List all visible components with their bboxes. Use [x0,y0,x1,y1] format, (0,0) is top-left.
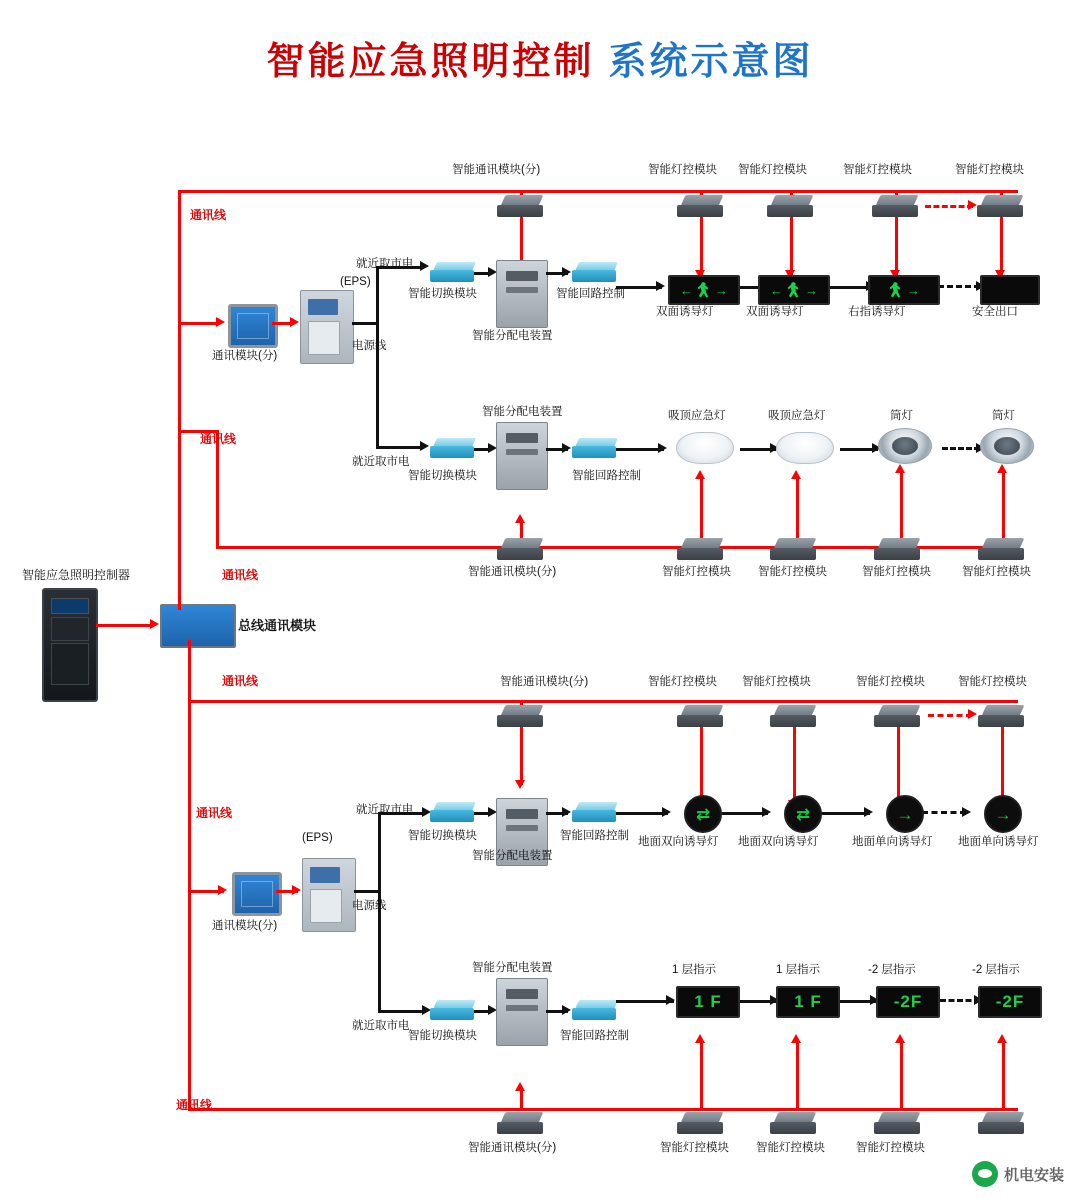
near-power-label-2: 就近取市电 [352,456,410,468]
eps-label-1: (EPS) [340,276,371,288]
barrow-b4-f1 [666,995,675,1005]
b1-device-label-3: 右指诱导灯 [848,306,906,318]
controller-panel-bottom [51,643,89,685]
wire-r3-comm-down [520,727,523,785]
bidirectional-arrow-icon-2: ⇄ [795,804,811,824]
b3-device-label-2: 地面双向诱导灯 [738,836,819,848]
running-man-icon-2 [786,282,802,298]
r2-light-ctrl-module-4 [978,538,1024,560]
dist-box-2-label: 智能分配电装置 [482,406,563,418]
r1-light-ctrl-label-3: 智能灯控模块 [843,164,912,176]
bwire-b4-to-switch [378,1010,426,1013]
ceiling-emergency-lamp-2 [776,432,834,464]
barrow-b1-loop [562,267,571,277]
arrow-to-commmod-1 [216,317,225,327]
r3-light-ctrl-module-1 [677,705,723,727]
ground-unidirectional-lamp-2 [984,795,1022,833]
b1-device-label-2: 双面诱导灯 [746,306,804,318]
wire-r1-l2-down [790,217,793,275]
r4-smart-comm-module [497,1112,543,1134]
comm-module-sub-1-label: 通讯模块(分) [212,350,278,362]
wechat-icon [972,1161,998,1187]
comm-line-label-2: 通讯线 [200,432,237,446]
smart-switch-module-3-label: 智能切换模块 [408,830,477,842]
bdash-b2 [942,447,980,450]
ceiling-emergency-lamp-1 [676,432,734,464]
running-man-icon-3 [888,282,904,298]
arrow-commmod-to-eps-1 [290,317,299,327]
comm-line-label-4: 通讯线 [222,674,259,688]
arrow-to-commmod-2 [218,885,227,895]
floor-indicator-1-face: 1 F [694,992,722,1011]
ground-unidirectional-lamp-1 [886,795,924,833]
b3-device-label-3: 地面单向诱导灯 [852,836,933,848]
r3-light-ctrl-label-1: 智能灯控模块 [648,676,717,688]
bdash-b1 [938,285,980,288]
power-wire-label-1: 电源线 [352,340,387,352]
eps-cabinet-1 [300,290,354,364]
b3-device-label-1: 地面双向诱导灯 [638,836,719,848]
r1-dashed-link [925,205,973,208]
comm-module-sub-2 [232,872,282,916]
arrow-r4-comm-up [515,1082,525,1091]
barrow-b2-loop [562,443,571,453]
bus-comm-module [160,604,236,648]
r4-light-ctrl-label-1: 智能灯控模块 [660,1142,729,1154]
r2-smart-comm-module [497,538,543,560]
smart-switch-module-3 [430,802,474,822]
double-direction-exit-sign-1 [668,275,740,305]
comm-module-sub-2-label: 通讯模块(分) [212,920,278,932]
wire-r3-l3-down [897,727,900,805]
r1-light-ctrl-label-4: 智能灯控模块 [955,164,1024,176]
barrow-b1-sign1 [656,281,665,291]
bwire-b2-loop-to-lamp1 [616,448,664,451]
floor-indicator-2-face: 1 F [794,992,822,1011]
downlight-2 [980,428,1034,464]
arrow-r2-l1-up [695,470,705,479]
watermark-text: 机电安装 [1003,1166,1064,1184]
wire-r2-l4-up [1002,470,1005,546]
dist-box-4-label: 智能分配电装置 [472,962,553,974]
r2-light-ctrl-label-2: 智能灯控模块 [758,566,827,578]
r2-light-ctrl-module-1 [677,538,723,560]
wire-row4-bus [188,1108,1018,1111]
downlight-1 [878,428,932,464]
bus-comm-module-label: 总线通讯模块 [238,618,317,633]
arrow-r4-l3-up [895,1034,905,1043]
arrow-r4-l2-up [791,1034,801,1043]
b1-device-label-4: 安全出口 [972,306,1018,318]
ground-bidirectional-lamp-2 [784,795,822,833]
r1-light-ctrl-label-1: 智能灯控模块 [648,164,717,176]
arrow-right-glyph-3: → [907,282,920,298]
r3-light-ctrl-label-3: 智能灯控模块 [856,676,925,688]
barrow-b1-switch [420,261,429,271]
r1-dashed-arrow [968,200,977,210]
r4-comm-module-label: 智能通讯模块(分) [468,1142,557,1154]
double-direction-exit-sign-2 [758,275,830,305]
wire-r1-l1-down [700,217,703,275]
trunk-wire-up [178,190,181,610]
r4-light-ctrl-module-3 [874,1112,920,1134]
barrow-b3-g3 [864,807,873,817]
r2-light-ctrl-module-3 [874,538,920,560]
near-power-label-4: 就近取市电 [352,1020,410,1032]
b4-device-label-4: -2 层指示 [972,964,1020,976]
loop-control-2-label: 智能回路控制 [572,470,641,482]
b2-device-label-2: 吸顶应急灯 [768,410,826,422]
wire-r4-l4-up [1002,1040,1005,1108]
r4-light-ctrl-module-4 [978,1112,1024,1134]
floor-indicator-3 [876,986,940,1018]
arrow-left-glyph-1: ← [680,282,693,298]
wire-r3-l1-down [700,727,703,805]
barrow-b2-lamp1 [658,443,667,453]
floor-indicator-4 [978,986,1042,1018]
r4-light-ctrl-module-2 [770,1112,816,1134]
safety-exit-sign [980,275,1040,305]
wire-row3-bus [188,700,1018,703]
r4-light-ctrl-label-3: 智能灯控模块 [856,1142,925,1154]
comm-line-label-5: 通讯线 [176,1098,213,1112]
smart-switch-module-2-label: 智能切换模块 [408,470,477,482]
arrow-right-glyph-1: → [715,282,728,298]
comm-module-sub-1 [228,304,278,348]
arrow-r2-l3-up [895,464,905,473]
b2-device-label-4: 筒灯 [992,410,1015,422]
r1-light-ctrl-module-1 [677,195,723,217]
loop-control-3 [572,802,616,822]
smart-switch-module-2 [430,438,474,458]
r3-light-ctrl-module-3 [874,705,920,727]
smart-switch-module-4-label: 智能切换模块 [408,1030,477,1042]
controller-label: 智能应急照明控制器 [22,568,131,582]
wire-r1-l3-down [895,217,898,275]
barrow-b2-switch [420,441,429,451]
arrow-r2-comm-up [515,514,525,523]
comm-line-label-3: 通讯线 [222,568,259,582]
running-man-icon-1 [696,282,712,298]
arrow-r2-l2-up [791,470,801,479]
wire-controller-to-bus [96,624,152,627]
r3-dashed-arrow [968,709,977,719]
comm-line-label-1: 通讯线 [190,208,227,222]
r3-light-ctrl-module-2 [770,705,816,727]
arrow-r3-comm-down [515,780,525,789]
power-wire-label-2: 电源线 [352,900,387,912]
near-power-label-3: 就近取市电 [356,804,414,816]
r3-smart-comm-module [497,705,543,727]
near-power-label-1: 就近取市电 [356,258,414,270]
wire-r2-l2-up [796,476,799,546]
loop-control-1 [572,262,616,282]
controller-screen [51,598,89,614]
r1-light-ctrl-module-2 [767,195,813,217]
smart-switch-module-1-label: 智能切换模块 [408,288,477,300]
b2-device-label-1: 吸顶应急灯 [668,410,726,422]
bidirectional-arrow-icon-1: ⇄ [695,804,711,824]
arrow-r2-l4-up [997,464,1007,473]
floor-indicator-4-face: -2F [995,992,1025,1011]
arrow-controller-to-bus [150,619,159,629]
b4-device-label-3: -2 层指示 [868,964,916,976]
dist-box-2 [496,422,548,490]
wire-r3-l2-down [793,727,796,805]
wire-trunk-to-commmod-1 [178,322,220,325]
wire-r4-l3-up [900,1040,903,1108]
b2-device-label-3: 筒灯 [890,410,913,422]
r3-dashed-link [928,714,972,717]
dist-box-4 [496,978,548,1046]
title-red: 智能应急照明控制 [266,39,595,83]
r2-light-ctrl-module-2 [770,538,816,560]
arrow-left-glyph-2: ← [770,282,783,298]
barrow-b3-g1 [662,807,671,817]
comm-line-label-6: 通讯线 [196,806,233,820]
arrow-r4-l1-up [695,1034,705,1043]
floor-indicator-2 [776,986,840,1018]
eps-label-2: (EPS) [302,832,333,844]
wire-r1-l4-down [1000,217,1003,275]
r4-light-ctrl-module-1 [677,1112,723,1134]
r2-light-ctrl-label-1: 智能灯控模块 [662,566,731,578]
loop-control-4 [572,1000,616,1020]
wire-row1-top [178,190,1018,193]
bwire-b2-to-switch [376,446,424,449]
barrow-b4-loop [562,1005,571,1015]
loop-control-1-label: 智能回路控制 [556,288,625,300]
page-title [0,30,1080,85]
right-arrow-icon-1: → [896,804,914,824]
r2-light-ctrl-label-4: 智能灯控模块 [962,566,1031,578]
wire-r2-l3-up [900,470,903,546]
dist-box-1 [496,260,548,328]
barrow-b3-g4 [962,807,971,817]
bwire-b3-loop-to-g1 [616,812,668,815]
r3-light-ctrl-module-4 [978,705,1024,727]
r1-smart-comm-module [497,195,543,217]
right-direction-exit-sign [868,275,940,305]
r1-light-ctrl-module-3 [872,195,918,217]
b1-device-label-1: 双面诱导灯 [656,306,714,318]
right-arrow-icon-2: → [994,804,1012,824]
ground-bidirectional-lamp-1 [684,795,722,833]
arrow-right-glyph-2: → [805,282,818,298]
floor-indicator-3-face: -2F [893,992,923,1011]
bwire-eps2-out [354,890,380,893]
trunk-wire-down [188,640,191,1108]
floor-indicator-1 [676,986,740,1018]
bwire-eps1-riser [376,266,379,448]
r3-light-ctrl-label-2: 智能灯控模块 [742,676,811,688]
wire-r4-l2-up [796,1040,799,1108]
eps-cabinet-2 [302,858,356,932]
wire-r4-comm-up [520,1088,523,1110]
wire-r3-l4-down [1001,727,1004,805]
b4-device-label-1: 1 层指示 [672,964,717,976]
arrow-r4-l4-up [997,1034,1007,1043]
smart-switch-module-1 [430,262,474,282]
bdash-b3 [922,811,966,814]
wire-row2-riser [216,430,219,548]
r2-comm-module-label: 智能通讯模块(分) [468,566,557,578]
wire-r2-l1-up [700,476,703,546]
controller-cabinet [42,588,98,702]
wechat-watermark [972,1161,1064,1187]
wire-r4-l1-up [700,1040,703,1108]
r3-light-ctrl-label-4: 智能灯控模块 [958,676,1027,688]
loop-control-2 [572,438,616,458]
dist-box-3-label: 智能分配电装置 [472,850,553,862]
r1-light-ctrl-label-2: 智能灯控模块 [738,164,807,176]
dist-box-1-label: 智能分配电装置 [472,330,553,342]
r1-light-ctrl-module-4 [977,195,1023,217]
barrow-b3-loop [562,807,571,817]
bwire-eps1-out [352,322,378,325]
loop-control-3-label: 智能回路控制 [560,830,629,842]
arrow-commmod-to-eps-2 [292,885,301,895]
title-blue: 系统示意图 [608,39,814,83]
r3-comm-module-label: 智能通讯模块(分) [500,676,589,688]
r4-light-ctrl-label-2: 智能灯控模块 [756,1142,825,1154]
bwire-b3-g2-to-g3 [820,812,870,815]
controller-panel-top [51,617,89,641]
b4-device-label-2: 1 层指示 [776,964,821,976]
loop-control-4-label: 智能回路控制 [560,1030,629,1042]
b3-device-label-4: 地面单向诱导灯 [958,836,1039,848]
smart-switch-module-4 [430,1000,474,1020]
r2-light-ctrl-label-3: 智能灯控模块 [862,566,931,578]
barrow-b3-g2 [762,807,771,817]
r1-comm-module-label: 智能通讯模块(分) [452,164,541,176]
